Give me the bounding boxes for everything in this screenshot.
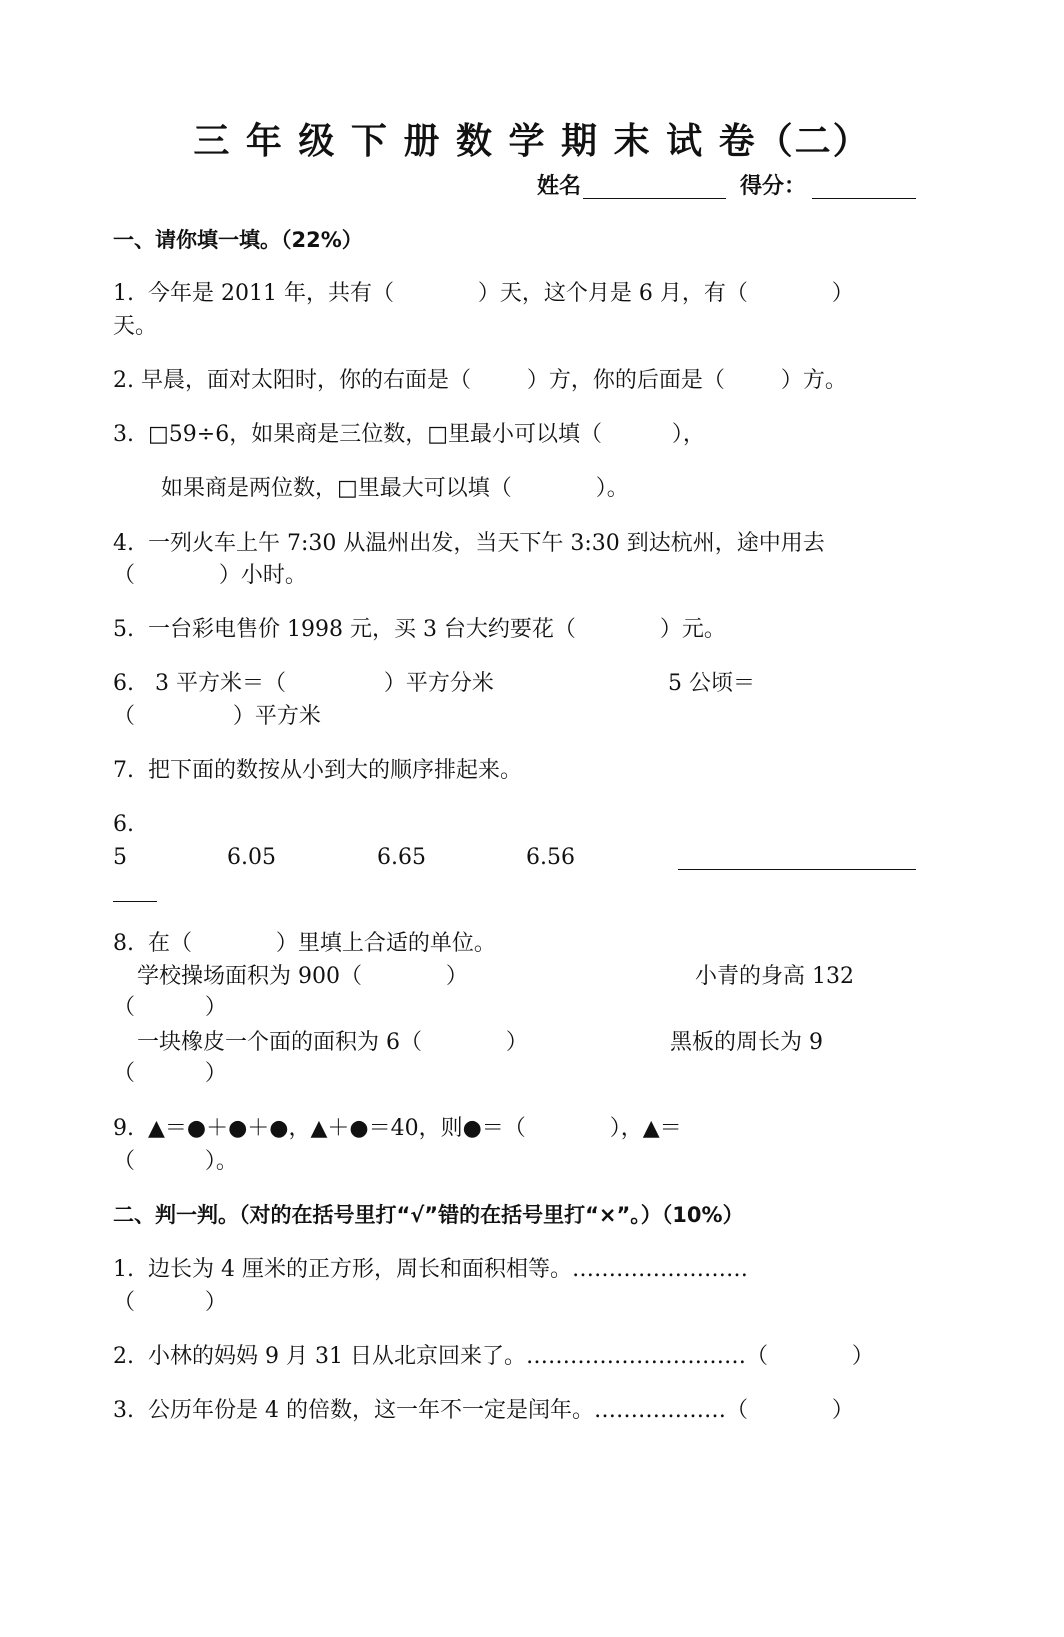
question-8-item: （ ） (113, 1061, 227, 1086)
question-4-cont: （ ）小时。 (113, 563, 307, 588)
question-8-item: 黑板的周长为 9 (670, 1030, 823, 1055)
score-blank[interactable] (812, 198, 916, 199)
number-item: 6. (113, 812, 134, 837)
name-label: 姓名 (537, 174, 582, 199)
question-8-item: （ ） (113, 995, 227, 1020)
question-8: 8. 在（ ）里填上合适的单位。 (113, 931, 496, 956)
number-item: 6.56 (526, 845, 575, 870)
judge-2: 2. 小林的妈妈 9 月 31 日从北京回来了。…………………………（ ） (113, 1344, 874, 1369)
question-4: 4. 一列火车上午 7:30 从温州出发，当天下午 3:30 到达杭州，途中用去 (113, 531, 825, 556)
answer-blank-cont[interactable] (113, 901, 157, 902)
question-1-cont: 天。 (113, 314, 158, 339)
question-3-cont: 如果商是两位数，□里最大可以填（ ）。 (161, 476, 629, 501)
number-item: 6.05 (227, 845, 276, 870)
question-8-item: 小青的身高 132 (695, 964, 854, 989)
answer-blank[interactable] (678, 869, 916, 870)
question-6: 6. 3 平方米＝（ ）平方分米 (113, 671, 494, 696)
question-3: 3. □59÷6，如果商是三位数，□里最小可以填（ ）， (113, 422, 705, 447)
judge-1: 1. 边长为 4 厘米的正方形，周长和面积相等。…………………… (113, 1257, 748, 1282)
page-title: 三 年 级 下 册 数 学 期 末 试 卷（二） (193, 121, 871, 162)
question-9: 9. ▲＝●＋●＋●，▲＋●＝40，则●＝（ ），▲＝ (113, 1116, 682, 1141)
section-title: 二、判一判。（对的在括号里打“√”错的在括号里打“×”。）（10%） (113, 1203, 744, 1227)
question-2: 2. 早晨，面对太阳时，你的右面是（ ）方，你的后面是（ ）方。 (113, 368, 847, 393)
judge-1-cont: （ ） (113, 1290, 227, 1315)
question-1: 1. 今年是 2011 年，共有（ ）天，这个月是 6 月，有（ ） (113, 281, 854, 306)
question-5: 5. 一台彩电售价 1998 元，买 3 台大约要花（ ）元。 (113, 617, 726, 642)
question-6-part2: 5 公顷＝ (668, 671, 755, 696)
name-blank[interactable] (583, 198, 726, 199)
section-title: 一、请你填一填。（22%） (113, 228, 363, 252)
question-9-cont: （ ）。 (113, 1149, 238, 1174)
number-item: 5 (113, 845, 127, 870)
score-label: 得分： (740, 174, 807, 199)
question-8-item: 学校操场面积为 900（ ） (137, 964, 468, 989)
question-7: 7. 把下面的数按从小到大的顺序排起来。 (113, 758, 522, 783)
question-8-item: 一块橡皮一个面的面积为 6（ ） (137, 1030, 528, 1055)
question-6-cont: （ ）平方米 (113, 704, 321, 729)
judge-3: 3. 公历年份是 4 的倍数，这一年不一定是闰年。………………（ ） (113, 1398, 854, 1423)
number-item: 6.65 (377, 845, 426, 870)
